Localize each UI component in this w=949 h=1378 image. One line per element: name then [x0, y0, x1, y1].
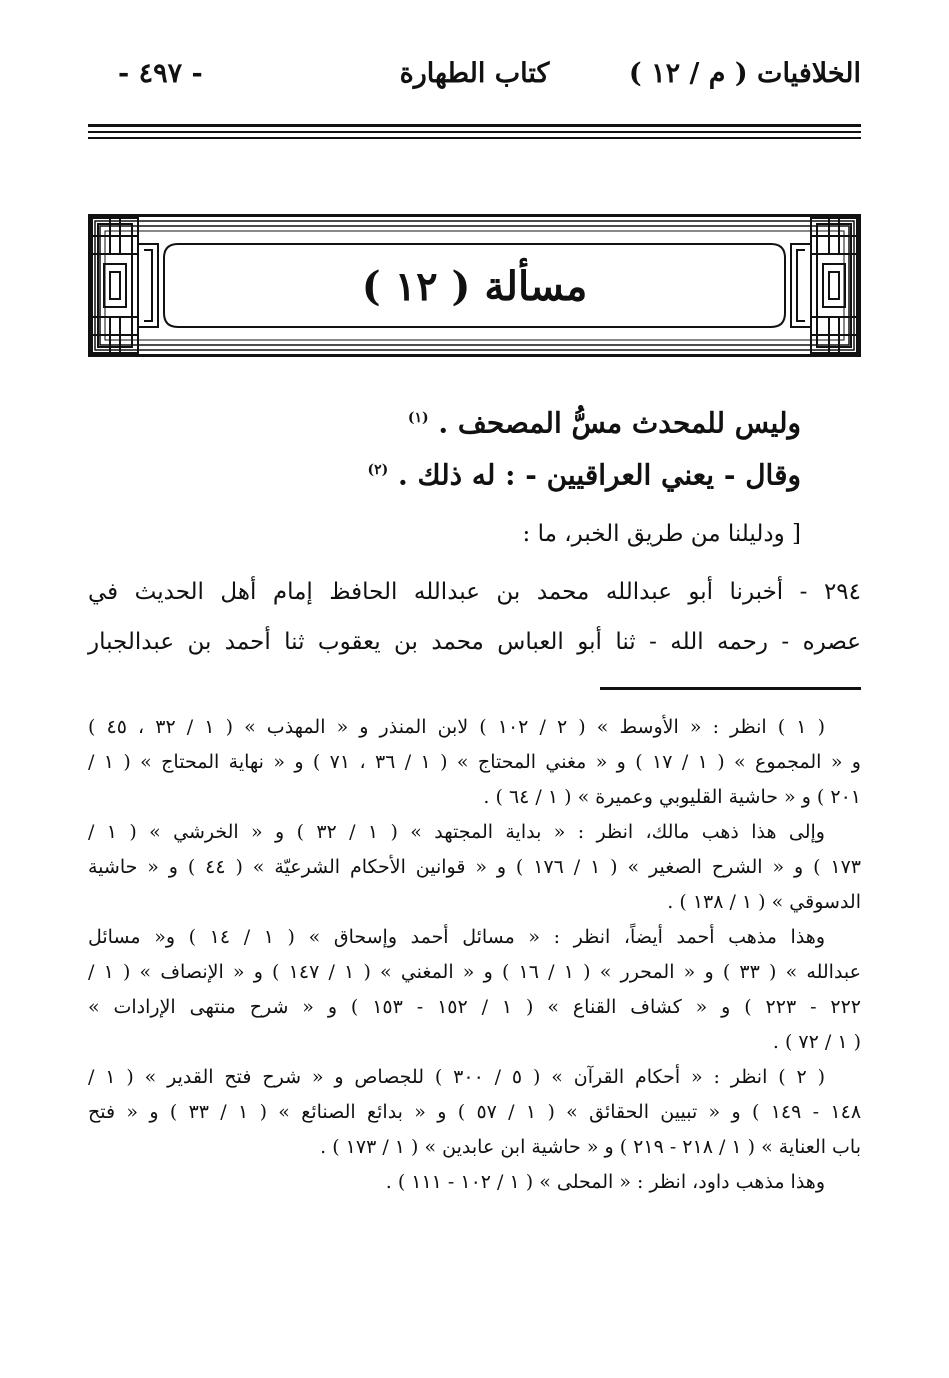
statement-text: وقال - يعني العراقيين - : له ذلك . [398, 458, 801, 492]
footnote-line: باب العناية » ( ١ / ٢١٨ - ٢١٩ ) و « حاشية ابن عابدين » ( ١ / ١٧٣ ) . [320, 1136, 861, 1158]
footnote-line: ( ١ ) انظر : « الأوسط » ( ٢ / ١٠٢ ) لابن المنذر و « المهذب » ( ١ / ٣٢ ، ٤٥ ) [88, 716, 826, 738]
hadith-text-line: عصره - رحمه الله - ثنا أبو العباس محمد بن يعقوب ثنا أحمد بن عبدالجبار [88, 629, 861, 655]
footnote-line: عبدالله » ( ٣٣ ) و « المحرر » ( ١ / ١٦ ) و « المغني » ( ١ / ١٤٧ ) و « الإنصاف » ( ١ / [88, 961, 861, 983]
ornamental-title-frame [88, 214, 861, 357]
statement-line [88, 450, 861, 495]
header-rule [88, 137, 861, 139]
footnote-line: وهذا مذهب داود، انظر : « المحلى » ( ١ / ١٠٢ - ١١١ ) . [385, 1171, 825, 1193]
page-number: - ٤٩٧ - [118, 58, 203, 89]
footnote-line: ١٤٨ - ١٤٩ ) و « تبيين الحقائق » ( ١ / ٥٧ ) و « بدائع الصنائع » ( ١ / ٣٣ ) و « فتح [88, 1101, 861, 1123]
evidence-intro: [ ودليلنا من طريق الخبر، ما : [522, 521, 801, 547]
running-header [88, 52, 861, 102]
header-rule [88, 124, 861, 127]
footnotes [88, 710, 861, 1200]
statement-line [88, 398, 861, 443]
footnote-separator [600, 687, 861, 690]
chapter-title: كتاب الطهارة [399, 58, 550, 89]
footnote-marker[interactable]: (١) [407, 410, 429, 426]
header-rule [88, 131, 861, 133]
section-title: مسألة ( ١٢ ) [361, 263, 588, 310]
hadith-text-line: ٢٩٤ - أخبرنا أبو عبدالله محمد بن عبدالله الحافظ إمام أهل الحديث في [88, 579, 861, 605]
footnote-line: ٢٢٢ - ٢٢٣ ) و « كشاف القناع » ( ١ / ١٥٢ - ١٥٣ ) و « شرح منتهى الإرادات » [88, 996, 861, 1018]
footnote-line: ( ٢ ) انظر : « أحكام القرآن » ( ٥ / ٣٠٠ ) للجصاص و « شرح فتح القدير » ( ١ / [88, 1066, 826, 1088]
footnote-marker[interactable]: (٢) [367, 462, 389, 478]
footnote-line: الدسوقي » ( ١ / ١٣٨ ) . [667, 891, 861, 913]
footnote-line: وهذا مذهب أحمد أيضاً، انظر : « مسائل أحمد وإسحاق » ( ١ / ١٤ ) و« مسائل [88, 926, 825, 948]
footnote-line: ١٧٣ ) و « الشرح الصغير » ( ١ / ١٧٦ ) و « قوانين الأحكام الشرعيّة » ( ٤٤ ) و « حاشية [88, 856, 861, 878]
footnote-line: وإلى هذا ذهب مالك، انظر : « بداية المجتهد » ( ١ / ٣٢ ) و « الخرشي » ( ١ / [88, 821, 825, 843]
footnote-line: و « المجموع » ( ١ / ١٧ ) و « مغني المحتاج » ( ١ / ٣٦ ، ٧١ ) و « نهاية المحتاج » ( ١ / [88, 751, 861, 773]
footnote-line: ٢٠١ ) و « حاشية القليوبي وعميرة » ( ١ / ٦٤ ) . [483, 786, 861, 808]
statement-text: وليس للمحدث مسُّ المصحف . [438, 406, 801, 440]
book-reference: الخلافيات ( م / ١٢ ) [628, 58, 861, 89]
footnote-line: ( ١ / ٧٢ ) . [772, 1031, 861, 1053]
